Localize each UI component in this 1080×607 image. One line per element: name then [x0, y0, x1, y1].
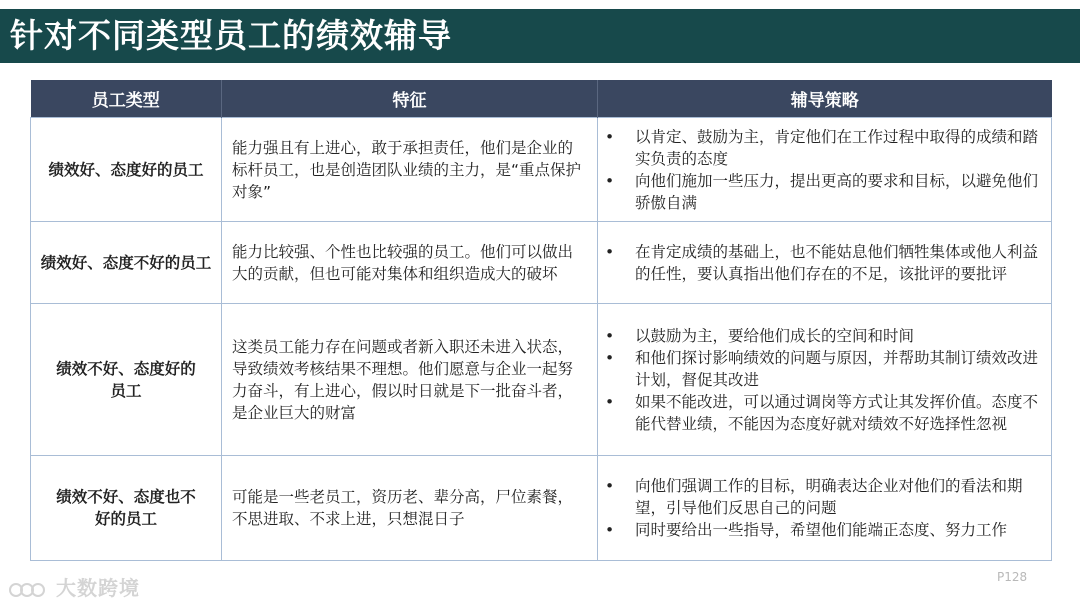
bullet-icon: •	[605, 127, 615, 146]
strategy-item	[598, 241, 1043, 285]
features-cell: 能力比较强、个性也比较强的员工。他们可以做出大的贡献，但也可能对集体和组织造成大的破坏	[222, 222, 598, 304]
strategy-list	[598, 241, 1051, 285]
table-row	[31, 118, 1052, 222]
strategy-text: 以肯定、鼓励为主，肯定他们在工作过程中取得的成绩和踏实负责的态度	[635, 127, 1039, 168]
employee-type-cell	[31, 304, 222, 456]
features-cell: 能力强且有上进心，敢于承担责任，他们是企业的标杆员工，也是创造团队业绩的主力，是“重点保护对象”	[222, 118, 598, 222]
strategy-item	[598, 391, 1043, 435]
bullet-icon: •	[605, 242, 615, 261]
strategy-item	[598, 126, 1043, 170]
page-number: P128	[997, 570, 1028, 584]
coaching-table	[30, 80, 1052, 561]
strategy-text: 向他们施加一些压力，提出更高的要求和目标，以避免他们骄傲自满	[635, 171, 1039, 212]
strategy-list	[598, 126, 1051, 214]
strategy-list	[598, 475, 1051, 541]
header-employee-type: 员工类型	[31, 80, 222, 118]
employee-type-cell	[31, 118, 222, 222]
strategy-list	[598, 325, 1051, 435]
strategy-item	[598, 347, 1043, 391]
strategy-text: 和他们探讨影响绩效的问题与原因，并帮助其制订绩效改进计划，督促其改进	[635, 348, 1039, 389]
strategy-text: 如果不能改进，可以通过调岗等方式让其发挥价值。态度不能代替业绩，不能因为态度好就对绩效不好选择性忽视	[635, 392, 1039, 433]
watermark	[8, 572, 140, 601]
strategy-item	[598, 475, 1043, 519]
strategy-text: 以鼓励为主，要给他们成长的空间和时间	[635, 326, 915, 345]
bullet-icon: •	[605, 171, 615, 190]
strategy-item	[598, 519, 1043, 541]
table-row	[31, 304, 1052, 456]
strategy-text: 在肯定成绩的基础上，也不能姑息他们牺牲集体或他人利益的任性，要认真指出他们存在的不足，该批评的要批评	[635, 242, 1039, 283]
strategies-cell	[598, 222, 1052, 304]
table-row	[31, 456, 1052, 561]
table-header-row	[31, 80, 1052, 118]
table-row	[31, 222, 1052, 304]
strategy-text: 向他们强调工作的目标，明确表达企业对他们的看法和期望，引导他们反思自己的问题	[635, 477, 1023, 517]
strategy-item	[598, 170, 1043, 214]
strategies-cell	[598, 304, 1052, 456]
features-cell: 这类员工能力存在问题或者新入职还未进入状态，导致绩效考核结果不理想。他们愿意与企业一起努力奋斗，有上进心，假以时日就是下一批奋斗者，是企业巨大的财富	[222, 304, 598, 456]
features-cell: 可能是一些老员工，资历老、辈分高，尸位素餐，不思进取、不求上进，只想混日子	[222, 456, 598, 561]
watermark-logo-icon	[8, 579, 48, 601]
page-title: 针对不同类型员工的绩效辅导	[10, 16, 452, 55]
strategies-cell	[598, 118, 1052, 222]
header-features: 特征	[222, 80, 598, 118]
bullet-icon: •	[605, 521, 615, 539]
strategies-cell	[598, 456, 1052, 561]
strategy-item	[598, 325, 1043, 347]
bullet-icon: •	[605, 477, 615, 495]
employee-type-cell	[31, 456, 222, 561]
bullet-icon: •	[605, 348, 615, 367]
employee-type-label: 绩效好、态度不好的员工	[40, 253, 212, 272]
employee-type-label: 绩效不好、态度好的员工	[56, 359, 196, 400]
strategy-text: 同时要给出一些指导，希望他们能端正态度、努力工作	[635, 521, 1008, 539]
employee-type-label: 绩效不好、态度也不好的员工	[56, 488, 196, 528]
bullet-icon: •	[605, 326, 615, 345]
header-strategies: 辅导策略	[598, 80, 1052, 118]
employee-type-label: 绩效好、态度好的员工	[48, 160, 204, 179]
title-bar	[0, 9, 1080, 63]
bullet-icon: •	[605, 392, 615, 411]
watermark-text: 大数跨境	[55, 576, 140, 600]
employee-type-cell	[31, 222, 222, 304]
